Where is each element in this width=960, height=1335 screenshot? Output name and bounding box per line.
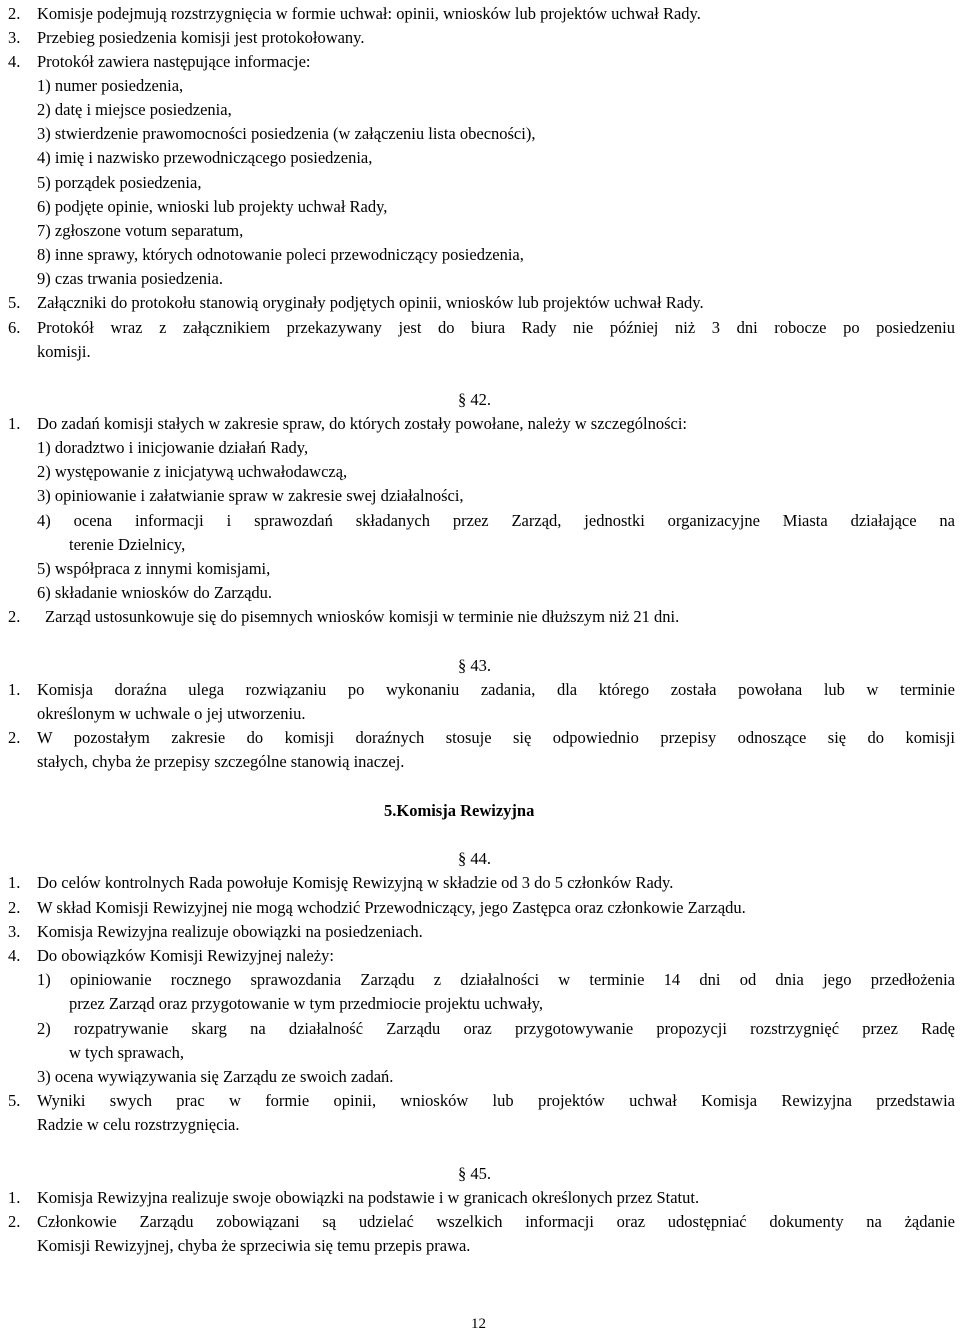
item-text-continuation: Komisji Rewizyjnej, chyba że sprzeciwia się temu przepis prawa. <box>37 1236 471 1255</box>
item-text: Komisja Rewizyjna realizuje swoje obowiązki na podstawie i w granicach określonych przez Statut. <box>37 1188 700 1207</box>
sub-item: 6) składanie wniosków do Zarządu. <box>37 583 273 602</box>
item-number: 3. <box>8 922 21 941</box>
sub-item: 3) stwierdzenie prawomocności posiedzenia (w załączeniu lista obecności), <box>37 124 536 143</box>
sub-item: 1) doradztwo i inicjowanie działań Rady, <box>37 438 309 457</box>
page-number: 12 <box>471 1316 486 1332</box>
item-text-continuation: komisji. <box>37 342 91 361</box>
item-text: Do celów kontrolnych Rada powołuje Komisję Rewizyjną w składzie od 3 do 5 członków Rady. <box>37 873 674 892</box>
sub-item: 4) ocena informacji i sprawozdań składanych przez Zarząd, jednostki organizacyjne Miasta działające na <box>37 511 955 530</box>
item-number: 1. <box>8 414 21 433</box>
item-text: Przebieg posiedzenia komisji jest protokołowany. <box>37 28 365 47</box>
item-text-continuation: Radzie w celu rozstrzygnięcia. <box>37 1115 240 1134</box>
item-number: 2. <box>8 607 21 626</box>
paragraph-heading: § 42. <box>458 390 491 409</box>
sub-item: 6) podjęte opinie, wnioski lub projekty uchwał Rady, <box>37 197 388 216</box>
item-number: 5. <box>8 1091 21 1110</box>
item-text: Zarząd ustosunkowuje się do pisemnych wniosków komisji w terminie nie dłuższym niż 21 dni. <box>45 607 680 626</box>
item-number: 4. <box>8 946 21 965</box>
sub-item: 8) inne sprawy, których odnotowanie poleci przewodniczący posiedzenia, <box>37 245 524 264</box>
paragraph-heading: § 44. <box>458 849 491 868</box>
sub-item: 7) zgłoszone votum separatum, <box>37 221 244 240</box>
sub-item: 5) porządek posiedzenia, <box>37 173 202 192</box>
sub-item: 2) występowanie z inicjatywą uchwałodawczą, <box>37 462 348 481</box>
sub-item: 3) ocena wywiązywania się Zarządu ze swoich zadań. <box>37 1067 394 1086</box>
item-number: 1. <box>8 680 21 699</box>
item-number: 1. <box>8 873 21 892</box>
sub-item: 5) współpraca z innymi komisjami, <box>37 559 271 578</box>
item-number: 4. <box>8 52 21 71</box>
item-text: Załączniki do protokołu stanowią oryginały podjętych opinii, wniosków lub projektów uchwał Rady. <box>37 293 704 312</box>
sub-item: 1) numer posiedzenia, <box>37 76 184 95</box>
item-text-continuation: stałych, chyba że przepisy szczególne stanowią inaczej. <box>37 752 405 771</box>
sub-item-continuation: w tych sprawach, <box>69 1043 185 1062</box>
sub-item: 4) imię i nazwisko przewodniczącego posiedzenia, <box>37 148 373 167</box>
item-text-continuation: określonym w uchwale o jej utworzeniu. <box>37 704 306 723</box>
section-title: 5.Komisja Rewizyjna <box>384 801 535 820</box>
item-text: W skład Komisji Rewizyjnej nie mogą wchodzić Przewodniczący, jego Zastępca oraz członkowie Zarządu. <box>37 898 746 917</box>
item-text: Wyniki swych prac w formie opinii, wniosków lub projektów uchwał Komisja Rewizyjna przedstawia <box>37 1091 955 1110</box>
item-text: Komisja doraźna ulega rozwiązaniu po wykonaniu zadania, dla którego została powołana lub w terminie <box>37 680 955 699</box>
paragraph-heading: § 43. <box>458 656 491 675</box>
item-text: Członkowie Zarządu zobowiązani są udzielać wszelkich informacji oraz udostępniać dokumenty na żądanie <box>37 1212 955 1231</box>
item-text: Do obowiązków Komisji Rewizyjnej należy: <box>37 946 334 965</box>
item-text: Do zadań komisji stałych w zakresie spraw, do których zostały powołane, należy w szczególności: <box>37 414 688 433</box>
sub-item: 1) opiniowanie rocznego sprawozdania Zarządu z działalności w terminie 14 dni od dnia jego przedłożenia <box>37 970 955 989</box>
item-text: Komisje podejmują rozstrzygnięcia w formie uchwał: opinii, wniosków lub projektów uchwał Rady. <box>37 4 701 23</box>
item-text: Protokół wraz z załącznikiem przekazywany jest do biura Rady nie później niż 3 dni robocze po posiedzeniu <box>37 318 955 337</box>
item-number: 6. <box>8 318 21 337</box>
item-number: 2. <box>8 728 21 747</box>
item-number: 1. <box>8 1188 21 1207</box>
paragraph-heading: § 45. <box>458 1164 491 1183</box>
item-text: W pozostałym zakresie do komisji doraźnych stosuje się odpowiednio przepisy odnoszące się do komisji <box>37 728 955 747</box>
sub-item-continuation: terenie Dzielnicy, <box>69 535 186 554</box>
item-number: 2. <box>8 4 21 23</box>
sub-item-continuation: przez Zarząd oraz przygotowanie w tym przedmiocie projektu uchwały, <box>69 994 544 1013</box>
sub-item: 2) datę i miejsce posiedzenia, <box>37 100 232 119</box>
sub-item: 3) opiniowanie i załatwianie spraw w zakresie swej działalności, <box>37 486 464 505</box>
item-text: Protokół zawiera następujące informacje: <box>37 52 311 71</box>
item-number: 2. <box>8 898 21 917</box>
sub-item: 2) rozpatrywanie skarg na działalność Zarządu oraz przygotowywanie propozycji rozstrzygnięć przez Radę <box>37 1019 955 1038</box>
item-number: 2. <box>8 1212 21 1231</box>
item-text: Komisja Rewizyjna realizuje obowiązki na posiedzeniach. <box>37 922 423 941</box>
item-number: 5. <box>8 293 21 312</box>
sub-item: 9) czas trwania posiedzenia. <box>37 269 223 288</box>
item-number: 3. <box>8 28 21 47</box>
